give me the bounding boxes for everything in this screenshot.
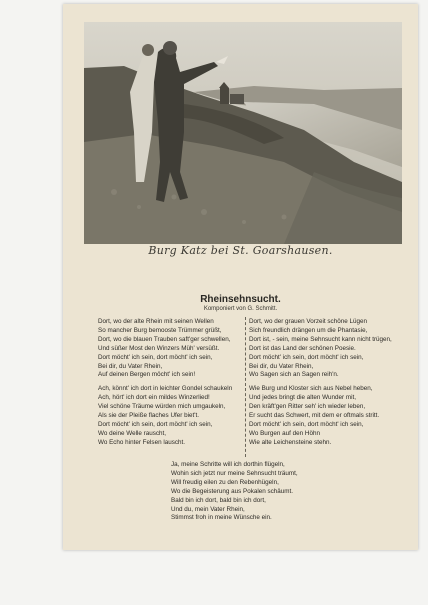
verse-line: Und du, mein Vater Rhein, [171,505,245,513]
verse-line: Dort, wo der grauen Vorzeit schöne Lügen [249,318,367,325]
stanza-2 [98,385,246,447]
verse-line: Dort ist, - sein, meine Sehnsucht kann nicht trügen, [249,335,392,343]
verse-line: Wo Burgen auf den Höhn [249,429,320,437]
verse-line: Bald bin ich dort, bald bin ich dort, [171,496,266,504]
verse-line: Sich freundlich drängen um die Phantasie, [249,326,368,334]
verse-line: Wie Burg und Kloster sich aus Nebel heben, [249,385,373,393]
verse-line: Und süßer Most den Winzers Müh' versüßt. [98,344,220,352]
verse-line: Viel schöne Träume würden mich umgaukeln, [98,403,226,411]
verse-line: Wie alte Leichensteine stehn. [249,438,332,446]
composer-credit: Komponiert von G. Schmitt. [203,306,278,312]
stanza-3 [249,318,399,380]
verse-line: Dort möcht' ich sein, dort möcht' ich sein, [249,420,364,428]
verse-line: Bei dir, du Vater Rhein, [98,362,163,370]
verse-line: Als sie der Pleiße flaches Ufer biet't. [98,412,199,420]
verse-line: Er sucht das Schwert, mit dem er oftmals stritt. [249,412,380,420]
verse-line: Wo deine Welle rauscht, [98,429,167,437]
final-stanza [171,461,331,523]
verse-line: Wohin sich jetzt nur meine Sehnsucht träumt, [171,469,298,477]
landscape-illustration [84,22,402,244]
verse-line: Wo die Begeisterung aus Pokalen schäumt. [171,487,294,495]
right-column [249,318,399,453]
verse-line: Auf deinen Bergen möcht' ich sein! [98,371,196,379]
verse-line: Stimmst froh in meine Wünsche ein. [171,514,272,522]
column-divider [245,317,246,457]
verse-line: Wo Echo hinter Felsen lauscht. [98,438,186,446]
verse-line: Bei dir, du Vater Rhein, [249,362,314,370]
verse-line: Ach, könnt' ich dort in leichter Gondel schaukeln [98,385,233,393]
verse-line: Dort möcht' ich sein, dort möcht' ich sein, [98,420,213,428]
verse-line: Dort, wo die blauen Trauben saft'ger schwellen, [98,335,231,343]
verse-line: So mancher Burg bemooste Trümmer grüßt, [98,326,222,334]
verse-line: Dort, wo der alte Rhein mit seinen Wellen [98,318,214,325]
verse-line: Dort möcht' ich sein, dort möcht' ich sein, [98,353,213,361]
song-title: Rheinsehnsucht. [200,294,281,305]
verse-line: Ja, meine Schritte will ich dorthin flügeln, [171,461,285,468]
verse-line: Und jedes bringt die alten Wunder mit, [249,394,356,402]
verse-line: Dort möcht' ich sein, dort möcht' ich sein, [249,353,364,361]
left-column [98,318,246,453]
rhine-landscape-picture [84,22,402,244]
stanza-4 [249,385,399,447]
verse-line: Wo Sagen sich an Sagen reih'n. [249,371,339,379]
picture-caption: Burg Katz bei St. Goarshausen. [148,244,333,257]
stanza-1 [98,318,246,380]
verse-line: Den kräft'gen Ritter seh' ich wieder leben, [249,403,366,411]
verse-line: Ach, hört' ich dort ein mildes Winzerlied! [98,394,210,402]
postcard [63,4,418,550]
verse-line: Will freudig eilen zu den Rebenhügeln, [171,478,279,486]
verse-line: Dort ist das Land der schönen Poesie. [249,344,356,352]
